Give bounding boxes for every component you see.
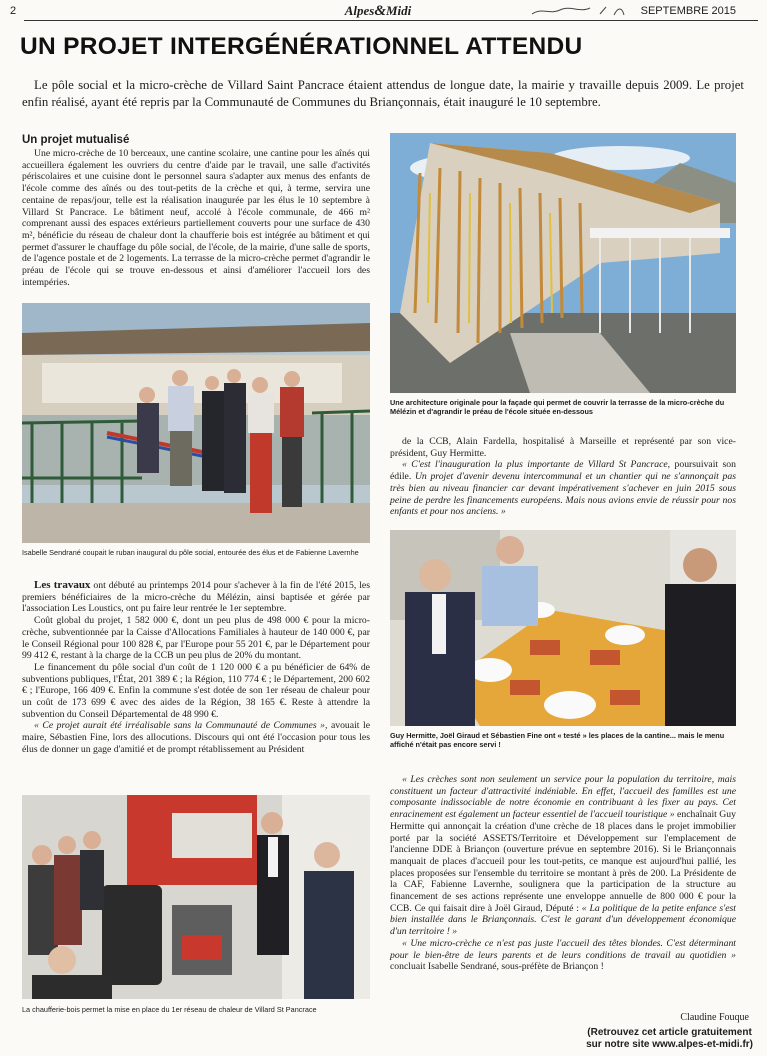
photo-ribbon-cutting	[22, 303, 370, 543]
paragraph: Une micro-crèche de 10 berceaux, une cantine scolaire, une cantine pour les aînés qui accueillera également les ouvriers du centre d'aide par le travail, une salle d'activités périscolaires et une cuisine dont le personnel saura s'adapter aux menus des enfants de l'école comme des aînés ou des tout-petits de la crèche et qui, à terme, servira une centaine de repas/jour, telle est la réalisation inaugurée par les élus le 10 septembre à Villard St Pancrace. Le bâtiment neuf, accolé à l'école communale, de 466 m² comprenant aussi des espaces extérieurs partiellement couverts pour une surface de 430 m², bénéficie du réseau de chaleur dont la chaufferie bois est intégrée au bâtiment et qui permet d'assurer le chauffage du pôle social, de l'école, de la mairie, d'une salle de sports, de l'agence postale et de 2 logements. La terrasse de la micro-crèche permet d'agrandir le préau de l'école qui se trouve en-dessous et ainsi d'améliorer l'accueil lors des intempéries.	[22, 148, 370, 288]
issue-date: SEPTEMBRE 2015	[637, 5, 736, 17]
paragraph: de la CCB, Alain Fardella, hospitalisé à Marseille et représenté par son vice-président, Guy Hermitte.	[390, 436, 736, 459]
photo-boiler-room	[22, 795, 370, 999]
page-number: 2	[10, 5, 17, 17]
header-rule	[24, 20, 758, 21]
paragraph: Coût global du projet, 1 582 000 €, dont un peu plus de 498 000 € pour la micro-crèche, subventionnée par la Caisse d'Allocations Familiales à hauteur de 140 000 €, par le Conseil Régional pour 100 828 €, par l'Europe pour 55 201 €, par le Département pour 99 412 €, restant à la charge de la CCB un peu plus de 20% du montant.	[22, 615, 370, 662]
subhead: Un projet mutualisé	[22, 134, 130, 146]
photo-building-facade	[390, 133, 736, 393]
author-byline: Claudine Fouque	[680, 1012, 749, 1023]
newspaper-logo: Alpes&Midi	[330, 3, 426, 19]
article-column-right-bottom	[390, 774, 736, 973]
paragraph: « Ce projet aurait été irréalisable sans la Communauté de Communes », avouait le maire, Sébastien Fine, lors des allocutions. Discours qui ont été l'occasion pour tous les élus de donner un gage d'amitié et de prompt rétablissement au Président	[22, 720, 370, 755]
photo-caption: La chaufferie-bois permet la mise en place du 1er réseau de chaleur de Villard St Pancrace	[22, 1005, 317, 1014]
paragraph: « C'est l'inauguration la plus importante de Villard St Pancrace, poursuivait son édile. Un projet d'avenir devenu intercommunal et un chantier qui ne s'annonçait pas très bien au niveau financier car devant impérativement s'achever en juin 2015 sous peine de perdre les financements européens. Mais nous avions envie de réussir pour nos enfants et pour nos anciens. »	[390, 459, 736, 518]
paragraph: « Une micro-crèche ce n'est pas juste l'accueil des têtes blondes. C'est déterminant pour le bien-être de leurs parents et de leurs conditions de travail au quotidien » concluait Isabelle Sendrané, sous-préfète de Briançon !	[390, 937, 736, 973]
website-note: (Retrouvez cet article gratuitement sur notre site www.alpes-et-midi.fr)	[586, 1027, 753, 1050]
website-link[interactable]: sur notre site www.alpes-et-midi.fr)	[586, 1039, 753, 1050]
article-column-left-mid	[22, 580, 370, 756]
paragraph: « Les crèches sont non seulement un service pour la population du territoire, mais constituent un facteur d'attractivité indéniable. En effet, l'accueil des familles est une composante indissociable de notre économie en contribuant à les fixer au pays. Cet enracinement est également un facteur essentiel de l'accueil touristique » enchaînait Guy Hermitte qui annonçait la création d'une crèche de 18 places dans le projet immobilier porté par la société ASSETS/Territoire et Développement sur l'emplacement de l'ancienne DDE à Briançon (ouverture prévue en septembre 2016). Si le Briançonnais manquait de places d'accueil pour les tout-petits, ce manque est aujourd'hui pallié, les places proposées sur l'ensemble du territoire se montant à près de 200. La Présidente de la CAF, Fabienne Lavernhe, soulignera que la participation de la structure au financement de ses actions représente une enveloppe annuelle de 800 000 € pour la CCB. Ce qui faisait dire à Joël Giraud, Député : « La politique de la petite enfance s'est bien installée dans le Briançonnais. C'est le garant d'un développement économique d'un territoire ! »	[390, 774, 736, 938]
photo-caption: Une architecture originale pour la façade qui permet de couvrir la terrasse de la micro-crèche du Mélézin et d'agrandir le préau de l'école située en-dessous	[390, 398, 725, 416]
article-column-right-mid	[390, 436, 736, 518]
headline: UN PROJET INTERGÉNÉRATIONNEL ATTENDU	[20, 33, 583, 60]
page-header	[10, 3, 758, 23]
photo-caption: Isabelle Sendrané coupait le ruban inaugural du pôle social, entourée des élus et de Fabienne Lavernhe	[22, 548, 359, 557]
paragraph: Les travaux ont débuté au printemps 2014 pour s'achever à la fin de l'été 2015, les premiers bénéficiaires de la micro-crèche du Mélézin, ainsi baptisée et gérée par l'association Les Loustics, ont pu faire leur rentrée le 1er septembre.	[22, 579, 370, 615]
paragraph: Le financement du pôle social d'un coût de 1 120 000 € a pu bénéficier de 64% de subventions publiques, l'État, 201 389 € ; la Région, 110 774 € ; le Département, 200 602 € ; l'Europe, 166 409 €. Enfin la commune s'est dotée de son 1er réseau de chaleur pour un coût de 173 699 € avec des aides de la Région, 38 165 €. Reste à attendre la subvention du Conseil Départemental de 48 990 €.	[22, 661, 370, 720]
article-column-left-top	[22, 134, 370, 288]
handwritten-scribble	[530, 5, 640, 17]
photo-caption: Guy Hermitte, Joël Giraud et Sébastien Fine ont « testé » les places de la cantine... mais le menu affiché n'était pas encore servi !	[390, 731, 725, 749]
lead-paragraph: Le pôle social et la micro-crèche de Villard Saint Pancrace étaient attendus de longue date, la mairie y travaille depuis 2009. Le projet enfin réalisé, ayant été repris par la Communauté de Communes du Briançonnais, était inauguré le 10 septembre.	[22, 78, 744, 109]
photo-canteen-table	[390, 530, 736, 726]
